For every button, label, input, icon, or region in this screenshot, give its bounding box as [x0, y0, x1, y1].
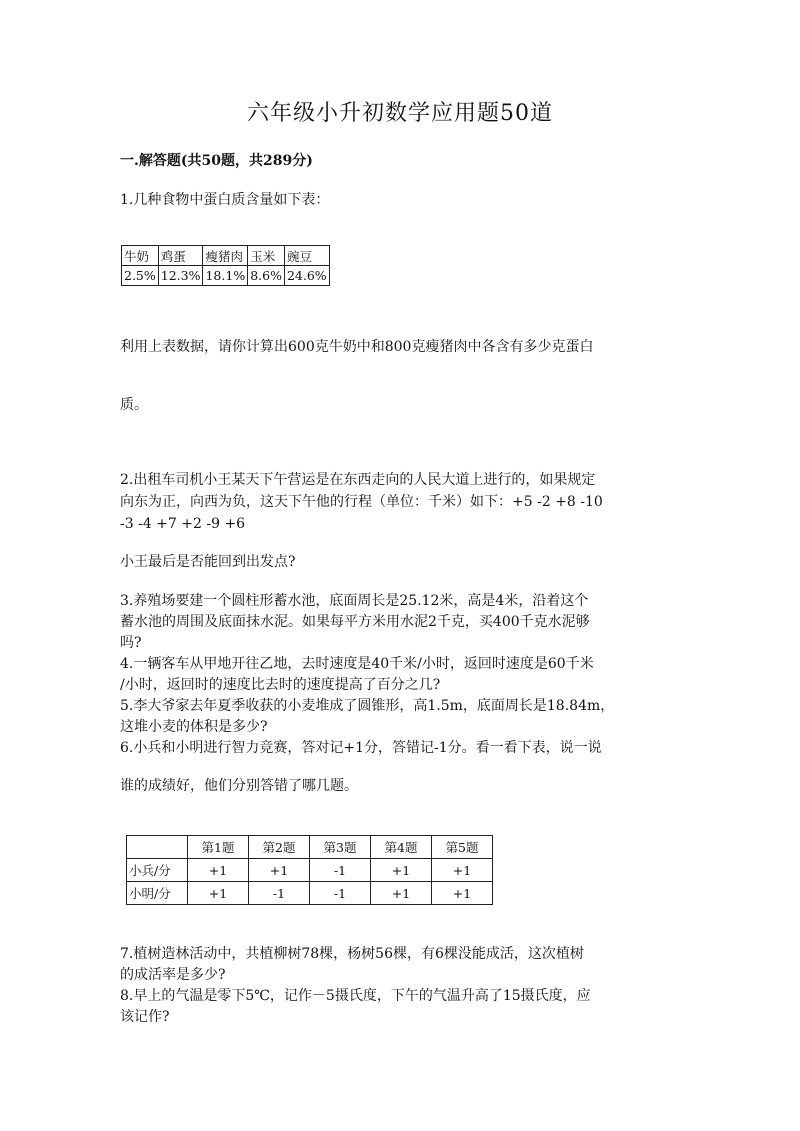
- table-cell: -1: [310, 882, 371, 905]
- question-8-line-2: 该记作?: [120, 1009, 170, 1025]
- question-2-question: 小王最后是否能回到出发点?: [120, 554, 296, 570]
- table-cell: [127, 836, 188, 859]
- question-3-line-2: 蓄水池的周围及底面抹水泥。如果每平方米用水泥2千克，买400千克水泥够: [120, 614, 590, 630]
- question-6-line-2: 谁的成绩好，他们分别答错了哪几题。: [120, 778, 358, 794]
- table-cell: +1: [371, 859, 432, 882]
- question-1-line-2: 质。: [120, 397, 148, 413]
- page-title: 六年级小升初数学应用题50道: [247, 101, 553, 126]
- table-cell: 第3题: [310, 836, 371, 859]
- table-cell: +1: [371, 882, 432, 905]
- table-cell: 8.6%: [248, 266, 285, 286]
- question-2-line-2: 向东为正，向西为负，这天下午他的行程（单位：千米）如下：+5 -2 +8 -10: [120, 494, 603, 510]
- question-1-line-1: 利用上表数据，请你计算出600克牛奶中和800克瘦猪肉中各含有多少克蛋白: [120, 339, 594, 355]
- table-cell: 鸡蛋: [158, 246, 203, 266]
- question-2-line-3: -3 -4 +7 +2 -9 +6: [120, 516, 246, 532]
- table-cell: 玉米: [248, 246, 285, 266]
- table-cell: 第2题: [249, 836, 310, 859]
- quiz-score-table: [126, 835, 493, 905]
- table-cell: +1: [432, 859, 493, 882]
- question-7-line-1: 7.植树造林活动中，共植柳树78棵，杨树56棵，有6棵没能成活，这次植树: [120, 946, 584, 962]
- table-cell: 第4题: [371, 836, 432, 859]
- table-cell: 12.3%: [158, 266, 203, 286]
- question-3-line-1: 3.养殖场要建一个圆柱形蓄水池，底面周长是25.12米，高是4米，沿着这个: [120, 593, 589, 609]
- quiz-table-header-row: [127, 836, 493, 859]
- question-3-line-3: 吗?: [120, 635, 142, 651]
- table-cell: +1: [432, 882, 493, 905]
- protein-table-header-row: [122, 246, 330, 266]
- question-7-line-2: 的成活率是多少?: [120, 967, 226, 983]
- question-4-line-1: 4.一辆客车从甲地开往乙地，去时速度是40千米/小时，返回时速度是60千米: [120, 656, 594, 672]
- table-cell: 第5题: [432, 836, 493, 859]
- table-row-label: 小明/分: [127, 882, 188, 905]
- question-1-text: 1.几种食物中蛋白质含量如下表：: [120, 192, 330, 208]
- table-row: [127, 882, 493, 905]
- question-5-line-2: 这堆小麦的体积是多少?: [120, 719, 268, 735]
- question-8-line-1: 8.早上的气温是零下5℃，记作－5摄氏度，下午的气温升高了15摄氏度，应: [120, 988, 591, 1004]
- question-4-line-2: /小时，返回时的速度比去时的速度提高了百分之几?: [120, 677, 441, 693]
- question-6-line-1: 6.小兵和小明进行智力竞赛，答对记+1分，答错记-1分。看一看下表，说一说: [120, 740, 602, 756]
- table-cell: +1: [188, 859, 249, 882]
- table-cell: -1: [310, 859, 371, 882]
- question-5-line-1: 5.李大爷家去年夏季收获的小麦堆成了圆锥形，高1.5m，底面周长是18.84m，: [120, 698, 615, 714]
- table-cell: 第1题: [188, 836, 249, 859]
- protein-table-value-row: [122, 266, 330, 286]
- table-cell: 牛奶: [122, 246, 159, 266]
- table-row: [127, 859, 493, 882]
- table-cell: 瘦猪肉: [203, 246, 248, 266]
- table-cell: +1: [188, 882, 249, 905]
- protein-table: [121, 245, 330, 286]
- table-cell: 18.1%: [203, 266, 248, 286]
- table-cell: 豌豆: [284, 246, 329, 266]
- section-heading: 一.解答题(共50题，共289分): [120, 153, 313, 169]
- question-2-line-1: 2.出租车司机小王某天下午营运是在东西走向的人民大道上进行的，如果规定: [120, 472, 596, 488]
- table-cell: 2.5%: [122, 266, 159, 286]
- table-cell: +1: [249, 859, 310, 882]
- table-row-label: 小兵/分: [127, 859, 188, 882]
- table-cell: 24.6%: [284, 266, 329, 286]
- table-cell: -1: [249, 882, 310, 905]
